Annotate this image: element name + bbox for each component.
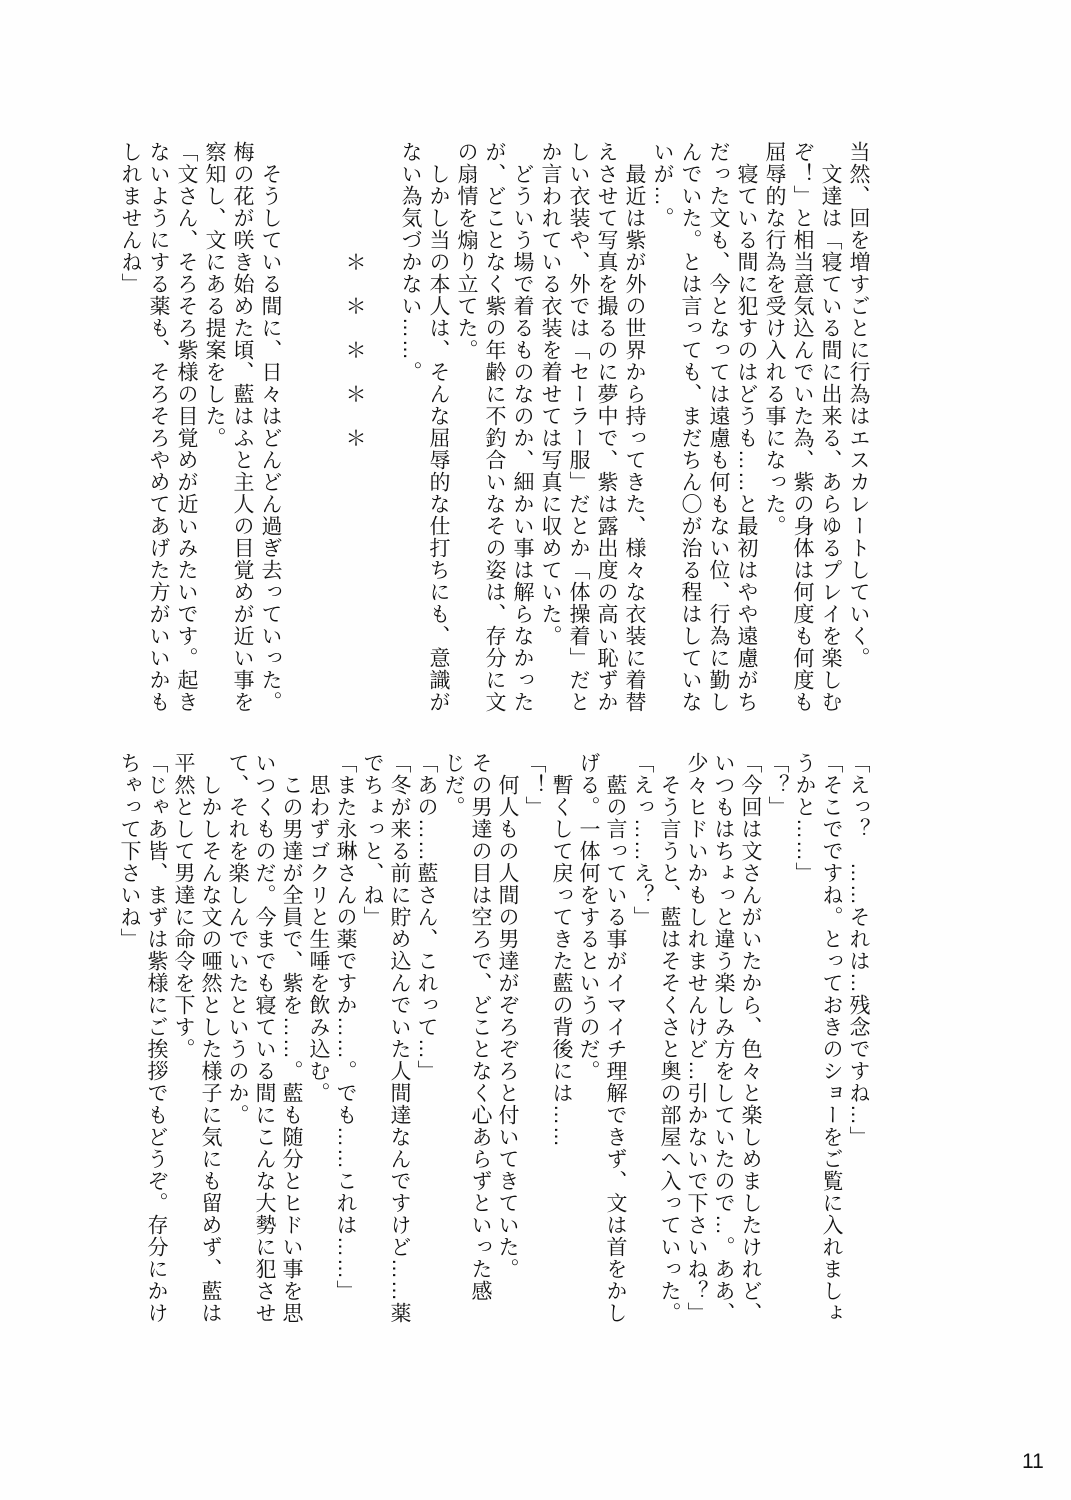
text-column: でちょっと、ね」 bbox=[361, 752, 384, 928]
text-column: この男達が全員で、紫を……。藍も随分とヒドい事を思 bbox=[280, 752, 303, 1324]
text-column: 梅の花が咲き始めた頃、藍はふと主人の目覚めが近い事を bbox=[231, 141, 254, 713]
text-column: じだ。 bbox=[442, 752, 465, 818]
text-column: 最近は紫が外の世界から持ってきた、様々な衣装に着替 bbox=[623, 141, 646, 713]
text-column: 暫くして戻ってきた藍の背後には…… bbox=[550, 752, 573, 1148]
text-block-top bbox=[116, 141, 872, 713]
text-column: ぞ！」と相当意気込んでいた為、紫の身体は何度も何度も bbox=[791, 141, 814, 713]
text-column: 「！」 bbox=[523, 752, 546, 818]
text-column: んでいた。とは言っても、まだちん〇が治る程はしていな bbox=[679, 141, 702, 713]
text-column: しかしそんな文の唖然とした様子に気にも留めず、藍は bbox=[199, 752, 222, 1324]
text-column: いが…。 bbox=[651, 141, 674, 229]
text-column: どういう場で着るものなのか、細かい事は解らなかった bbox=[511, 141, 534, 713]
text-block-bottom bbox=[116, 752, 872, 1324]
text-column: 「文さん、そろそろ紫様の目覚めが近いみたいです。起き bbox=[175, 141, 198, 713]
text-column: 「えっ……え？」 bbox=[631, 752, 654, 928]
text-column: ない為気づかない……。 bbox=[399, 141, 422, 383]
text-column: だった文も、今となっては遠慮も何もない位、行為に勤し bbox=[707, 141, 730, 713]
text-column: 「今回は文さんがいたから、色々と楽しめましたけれど、 bbox=[739, 752, 762, 1324]
page-number: 11 bbox=[1022, 1450, 1044, 1473]
text-column: いつくものだ。今までも寝ている間にこんな大勢に犯させ bbox=[253, 752, 276, 1324]
text-column: 平然として男達に命令を下す。 bbox=[172, 752, 195, 1060]
text-column: ＊ ＊ ＊ ＊ ＊ bbox=[343, 141, 366, 449]
text-column: 思わずゴクリと生唾を飲み込む。 bbox=[307, 752, 330, 1104]
text-column: 寝ている間に犯すのはどうも……と最初はやや遠慮がち bbox=[735, 141, 758, 713]
text-column: が、どことなく紫の年齢に不釣合いなその姿は、存分に文 bbox=[483, 141, 506, 713]
text-column: 「そこでですね。とっておきのショーをご覧に入れましょ bbox=[820, 752, 843, 1324]
text-column: 「じゃあ皆、まずは紫様にご挨拶でもどうぞ。存分にかけ bbox=[145, 752, 168, 1324]
text-column: 「また永琳さんの薬ですか……。でも……これは……」 bbox=[334, 752, 357, 1302]
text-column: そう言うと、藍はそそくさと奥の部屋へ入っていった。 bbox=[658, 752, 681, 1324]
text-column: の扇情を煽り立てた。 bbox=[455, 141, 478, 361]
text-column: て、それを楽しんでいたというのか。 bbox=[226, 752, 249, 1126]
text-column: ちゃって下さいね」 bbox=[118, 752, 141, 950]
text-column: げる。一体何をするというのだ。 bbox=[577, 752, 600, 1082]
text-column: その男達の目は空ろで、どことなく心あらずといった感 bbox=[469, 752, 492, 1302]
text-column: そうしている間に、日々はどんどん過ぎ去っていった。 bbox=[259, 141, 282, 713]
text-column: えさせて写真を撮るのに夢中で、紫は露出度の高い恥ずか bbox=[595, 141, 618, 713]
text-column: 察知し、文にある提案をした。 bbox=[203, 141, 226, 449]
text-column: 当然、回を増すごとに行為はエスカレートしていく。 bbox=[847, 141, 870, 669]
text-column: いつもはちょっと違う楽しみ方をしていたので…。ああ、 bbox=[712, 752, 735, 1324]
text-column: 「冬が来る前に貯め込んでいた人間達なんですけど……薬 bbox=[388, 752, 411, 1324]
text-column: しい衣装や、外では「セーラー服」だとか「体操着」だと bbox=[567, 141, 590, 713]
text-column bbox=[284, 141, 312, 713]
text-column: しれませんね」 bbox=[119, 141, 142, 295]
text-column: 「えっ？ ……それは…残念ですね…」 bbox=[847, 752, 870, 1148]
text-column: か言われている衣装を着せては写真に収めていた。 bbox=[539, 141, 562, 647]
text-column: 藍の言っている事がイマイチ理解できず、文は首をかし bbox=[604, 752, 627, 1324]
text-column bbox=[368, 141, 396, 713]
text-column: 屈辱的な行為を受け入れる事になった。 bbox=[763, 141, 786, 537]
text-column: しかし当の本人は、そんな屈辱的な仕打ちにも、意識が bbox=[427, 141, 450, 713]
text-column: 「あの……藍さん、これって…」 bbox=[415, 752, 438, 1082]
text-column: 少々ヒドいかもしれませんけど…引かないで下さいね？」 bbox=[685, 752, 708, 1324]
text-column: ないようにする薬も、そろそろやめてあげた方がいいかも bbox=[147, 141, 170, 713]
text-column: 「？」 bbox=[766, 752, 789, 818]
text-column: 何人もの人間の男達がぞろぞろと付いてきていた。 bbox=[496, 752, 519, 1280]
text-column bbox=[312, 141, 340, 713]
text-column: うかと……」 bbox=[793, 752, 816, 884]
text-column: 文達は「寝ている間に出来る、あらゆるプレイを楽しむ bbox=[819, 141, 842, 713]
